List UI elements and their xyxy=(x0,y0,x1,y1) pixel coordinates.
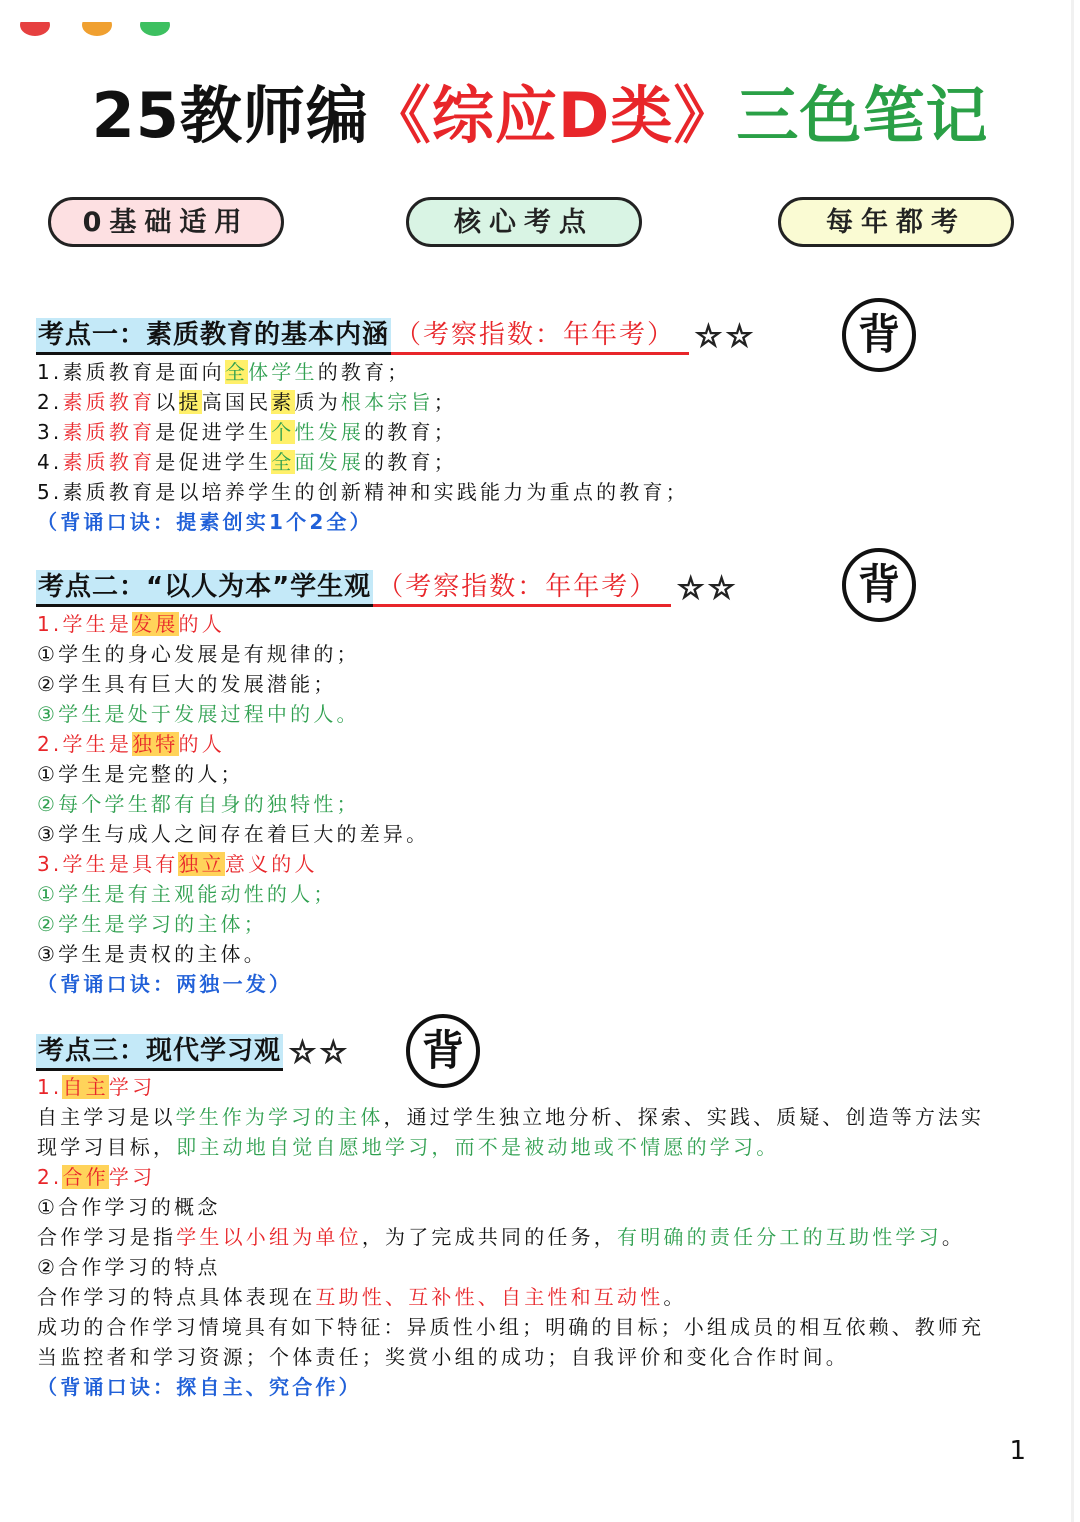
section-1-heading xyxy=(36,318,757,358)
s2-line-3: ②学生具有巨大的发展潜能； xyxy=(37,672,337,696)
s3-line-4: 2.合作学习 xyxy=(37,1165,156,1189)
s2-line-6: ①学生是完整的人； xyxy=(37,762,244,786)
s3-line-8: 合作学习的特点具体表现在互助性、互补性、自主性和互动性。 xyxy=(37,1285,687,1309)
s2-line-2: ①学生的身心发展是有规律的； xyxy=(37,642,360,666)
star-icon: ☆ xyxy=(695,318,722,354)
page-number: 1 xyxy=(1009,1436,1026,1466)
section-1-stars xyxy=(695,320,757,354)
section-2-index: （考察指数：年年考） xyxy=(373,570,671,607)
s2-line-10: ①学生是有主观能动性的人； xyxy=(37,882,337,906)
page-title xyxy=(0,80,1080,152)
section-2-stars xyxy=(677,572,739,606)
tag-every-year: 每年都考 xyxy=(778,197,1014,247)
orange-dot xyxy=(82,22,112,36)
section-2-heading xyxy=(36,570,739,610)
star-icon: ☆ xyxy=(289,1034,316,1070)
s3-line-9: 成功的合作学习情境具有如下特征：异质性小组；明确的目标；小组成员的相互依赖、教师充 xyxy=(37,1315,985,1339)
page-edge xyxy=(1071,0,1074,1522)
section-2-title: 考点二：“以人为本”学生观 xyxy=(36,570,373,607)
s3-line-3: 现学习目标，即主动地自觉自愿地学习，而不是被动地或不情愿的学习。 xyxy=(37,1135,780,1159)
star-icon: ☆ xyxy=(725,318,753,354)
s1-line-1: 1.素质教育是面向全体学生的教育； xyxy=(37,360,411,384)
s3-line-7: ②合作学习的特点 xyxy=(37,1255,221,1279)
s1-line-2: 2.素质教育以提高国民素质为根本宗旨； xyxy=(37,390,457,414)
s3-line-6: 合作学习是指学生以小组为单位，为了完成共同的任务，有明确的责任分工的互助性学习。 xyxy=(37,1225,966,1249)
s2-line-12: ③学生是责权的主体。 xyxy=(37,942,267,966)
s3-line-1: 1.自主学习 xyxy=(37,1075,156,1099)
s2-mnemonic: （背诵口诀：两独一发） xyxy=(37,972,293,996)
star-icon: ☆ xyxy=(319,1034,347,1070)
star-icon: ☆ xyxy=(708,570,736,606)
tag-core-points: 核心考点 xyxy=(406,197,642,247)
window-dots xyxy=(18,22,178,44)
s2-line-4: ③学生是处于发展过程中的人。 xyxy=(37,702,360,726)
s1-line-3: 3.素质教育是促进学生个性发展的教育； xyxy=(37,420,457,444)
s2-line-5: 2.学生是独特的人 xyxy=(37,732,225,756)
section-1-title: 考点一：素质教育的基本内涵 xyxy=(36,318,391,355)
s3-line-2: 自主学习是以学生作为学习的主体，通过学生独立地分析、探索、实践、质疑、创造等方法实 xyxy=(37,1105,985,1129)
memorize-stamp-icon: 背 xyxy=(406,1014,480,1088)
memorize-stamp-icon: 背 xyxy=(842,548,916,622)
s1-line-4: 4.素质教育是促进学生全面发展的教育； xyxy=(37,450,457,474)
s3-mnemonic: （背诵口诀：探自主、究合作） xyxy=(37,1375,362,1399)
s1-line-5: 5.素质教育是以培养学生的创新精神和实践能力为重点的教育； xyxy=(37,480,689,504)
section-3-heading xyxy=(36,1034,351,1074)
section-3-title: 考点三：现代学习观 xyxy=(36,1034,283,1071)
s2-line-8: ③学生与成人之间存在着巨大的差异。 xyxy=(37,822,430,846)
green-dot xyxy=(140,22,170,36)
section-1-index: （考察指数：年年考） xyxy=(391,318,689,355)
section-3-stars xyxy=(289,1036,351,1070)
memorize-stamp-icon: 背 xyxy=(842,298,916,372)
s2-line-7: ②每个学生都有自身的独特性； xyxy=(37,792,360,816)
s3-line-10: 当监控者和学习资源；个体责任；奖赏小组的成功；自我评价和变化合作时间。 xyxy=(37,1345,849,1369)
tag-beginner: 0基础适用 xyxy=(48,197,284,247)
s3-line-5: ①合作学习的概念 xyxy=(37,1195,221,1219)
title-part-2: 《综应D类》 xyxy=(368,79,737,152)
s2-line-1: 1.学生是发展的人 xyxy=(37,612,225,636)
red-dot xyxy=(20,22,50,36)
title-part-1: 25教师编 xyxy=(91,79,369,152)
title-part-3: 三色笔记 xyxy=(736,79,989,152)
star-icon: ☆ xyxy=(677,570,705,606)
s1-mnemonic: （背诵口诀：提素创实1个2全） xyxy=(37,510,373,534)
s2-line-9: 3.学生是具有独立意义的人 xyxy=(37,852,318,876)
s2-line-11: ②学生是学习的主体； xyxy=(37,912,267,936)
